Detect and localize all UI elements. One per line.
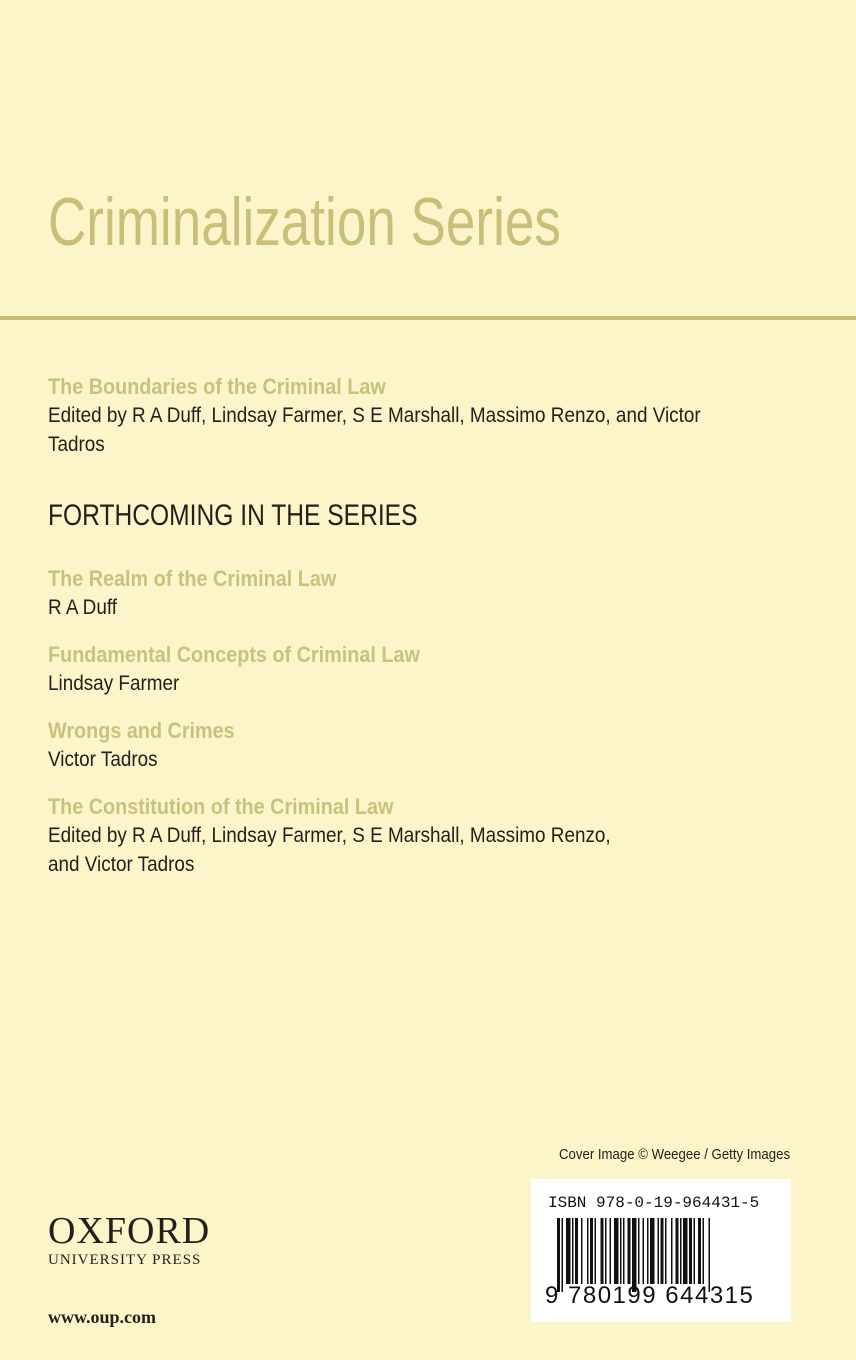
barcode-bar xyxy=(658,1218,660,1284)
book-authors: Lindsay Farmer xyxy=(48,672,180,695)
barcode-bar xyxy=(620,1218,622,1284)
barcode-bar xyxy=(650,1218,655,1284)
series-title: Criminalization Series xyxy=(48,184,561,260)
publisher-name: OXFORD xyxy=(48,1210,211,1252)
book-authors: R A Duff xyxy=(48,596,118,619)
barcode-digits: 9 780199 644315 xyxy=(545,1282,755,1309)
book-authors-wrap xyxy=(48,401,759,459)
barcode-bar xyxy=(595,1218,597,1284)
barcode-bar xyxy=(575,1218,578,1284)
book-authors: Victor Tadros xyxy=(48,748,158,771)
barcode-bar xyxy=(709,1218,711,1292)
barcode-bar xyxy=(703,1218,705,1284)
book-title: Fundamental Concepts of Criminal Law xyxy=(48,642,420,667)
book-authors: Edited by R A Duff, Lindsay Farmer, S E Marshall, Massimo Renzo, and Victor Tadros xyxy=(48,404,701,456)
book-authors-line: and Victor Tadros xyxy=(48,853,195,876)
published-book xyxy=(48,372,808,459)
barcode-bar xyxy=(557,1218,560,1292)
publisher-subline: UNIVERSITY PRESS xyxy=(48,1252,202,1268)
isbn-label: ISBN 978-0-19-964431-5 xyxy=(548,1194,760,1212)
barcode-bar xyxy=(581,1218,583,1284)
book-title: The Constitution of the Criminal Law xyxy=(48,794,394,819)
book-authors-wrap xyxy=(48,821,759,879)
forthcoming-book xyxy=(48,564,808,622)
book-authors-wrap xyxy=(48,669,759,698)
barcode-bar xyxy=(665,1218,667,1284)
book-title: The Realm of the Criminal Law xyxy=(48,566,337,591)
divider-rule xyxy=(0,316,856,320)
book-title: The Boundaries of the Criminal Law xyxy=(48,374,386,399)
forthcoming-heading: FORTHCOMING IN THE SERIES xyxy=(48,499,418,532)
barcode-bar xyxy=(643,1218,645,1284)
publisher-website: www.oup.com xyxy=(48,1307,157,1327)
barcode-bar xyxy=(601,1218,604,1284)
book-authors-line: Edited by R A Duff, Lindsay Farmer, S E Marshall, Massimo Renzo, xyxy=(48,824,611,847)
cover-image-credit: Cover Image © Weegee / Getty Images xyxy=(559,1146,791,1163)
barcode-bar xyxy=(562,1218,564,1292)
barcode-bar xyxy=(628,1218,631,1284)
publisher-logo xyxy=(48,1212,268,1270)
barcode-bar xyxy=(638,1218,640,1284)
barcode-bar xyxy=(694,1218,696,1284)
barcode-bar xyxy=(683,1218,688,1284)
barcode-bar xyxy=(698,1218,701,1284)
barcode-bar xyxy=(572,1218,574,1284)
forthcoming-book xyxy=(48,716,808,774)
barcode-bar xyxy=(632,1218,637,1292)
book-title: Wrongs and Crimes xyxy=(48,718,235,743)
barcode-bar xyxy=(605,1218,607,1284)
barcode-bar xyxy=(566,1218,571,1284)
barcode-bar xyxy=(661,1218,664,1284)
forthcoming-book xyxy=(48,640,808,698)
barcode-bar xyxy=(689,1218,692,1284)
barcode-bar xyxy=(590,1218,593,1284)
barcode-bar xyxy=(610,1218,612,1284)
barcode-panel xyxy=(531,1179,791,1322)
forthcoming-book xyxy=(48,792,808,879)
barcode-bar xyxy=(614,1218,619,1284)
barcode-bar xyxy=(623,1218,625,1284)
book-authors-wrap xyxy=(48,745,759,774)
barcode-bar xyxy=(671,1218,673,1284)
book-authors-wrap xyxy=(48,593,759,622)
barcode-bar xyxy=(587,1218,589,1284)
barcode-bar xyxy=(680,1218,682,1284)
barcode-bar xyxy=(676,1218,679,1284)
barcode-bar xyxy=(647,1218,649,1284)
